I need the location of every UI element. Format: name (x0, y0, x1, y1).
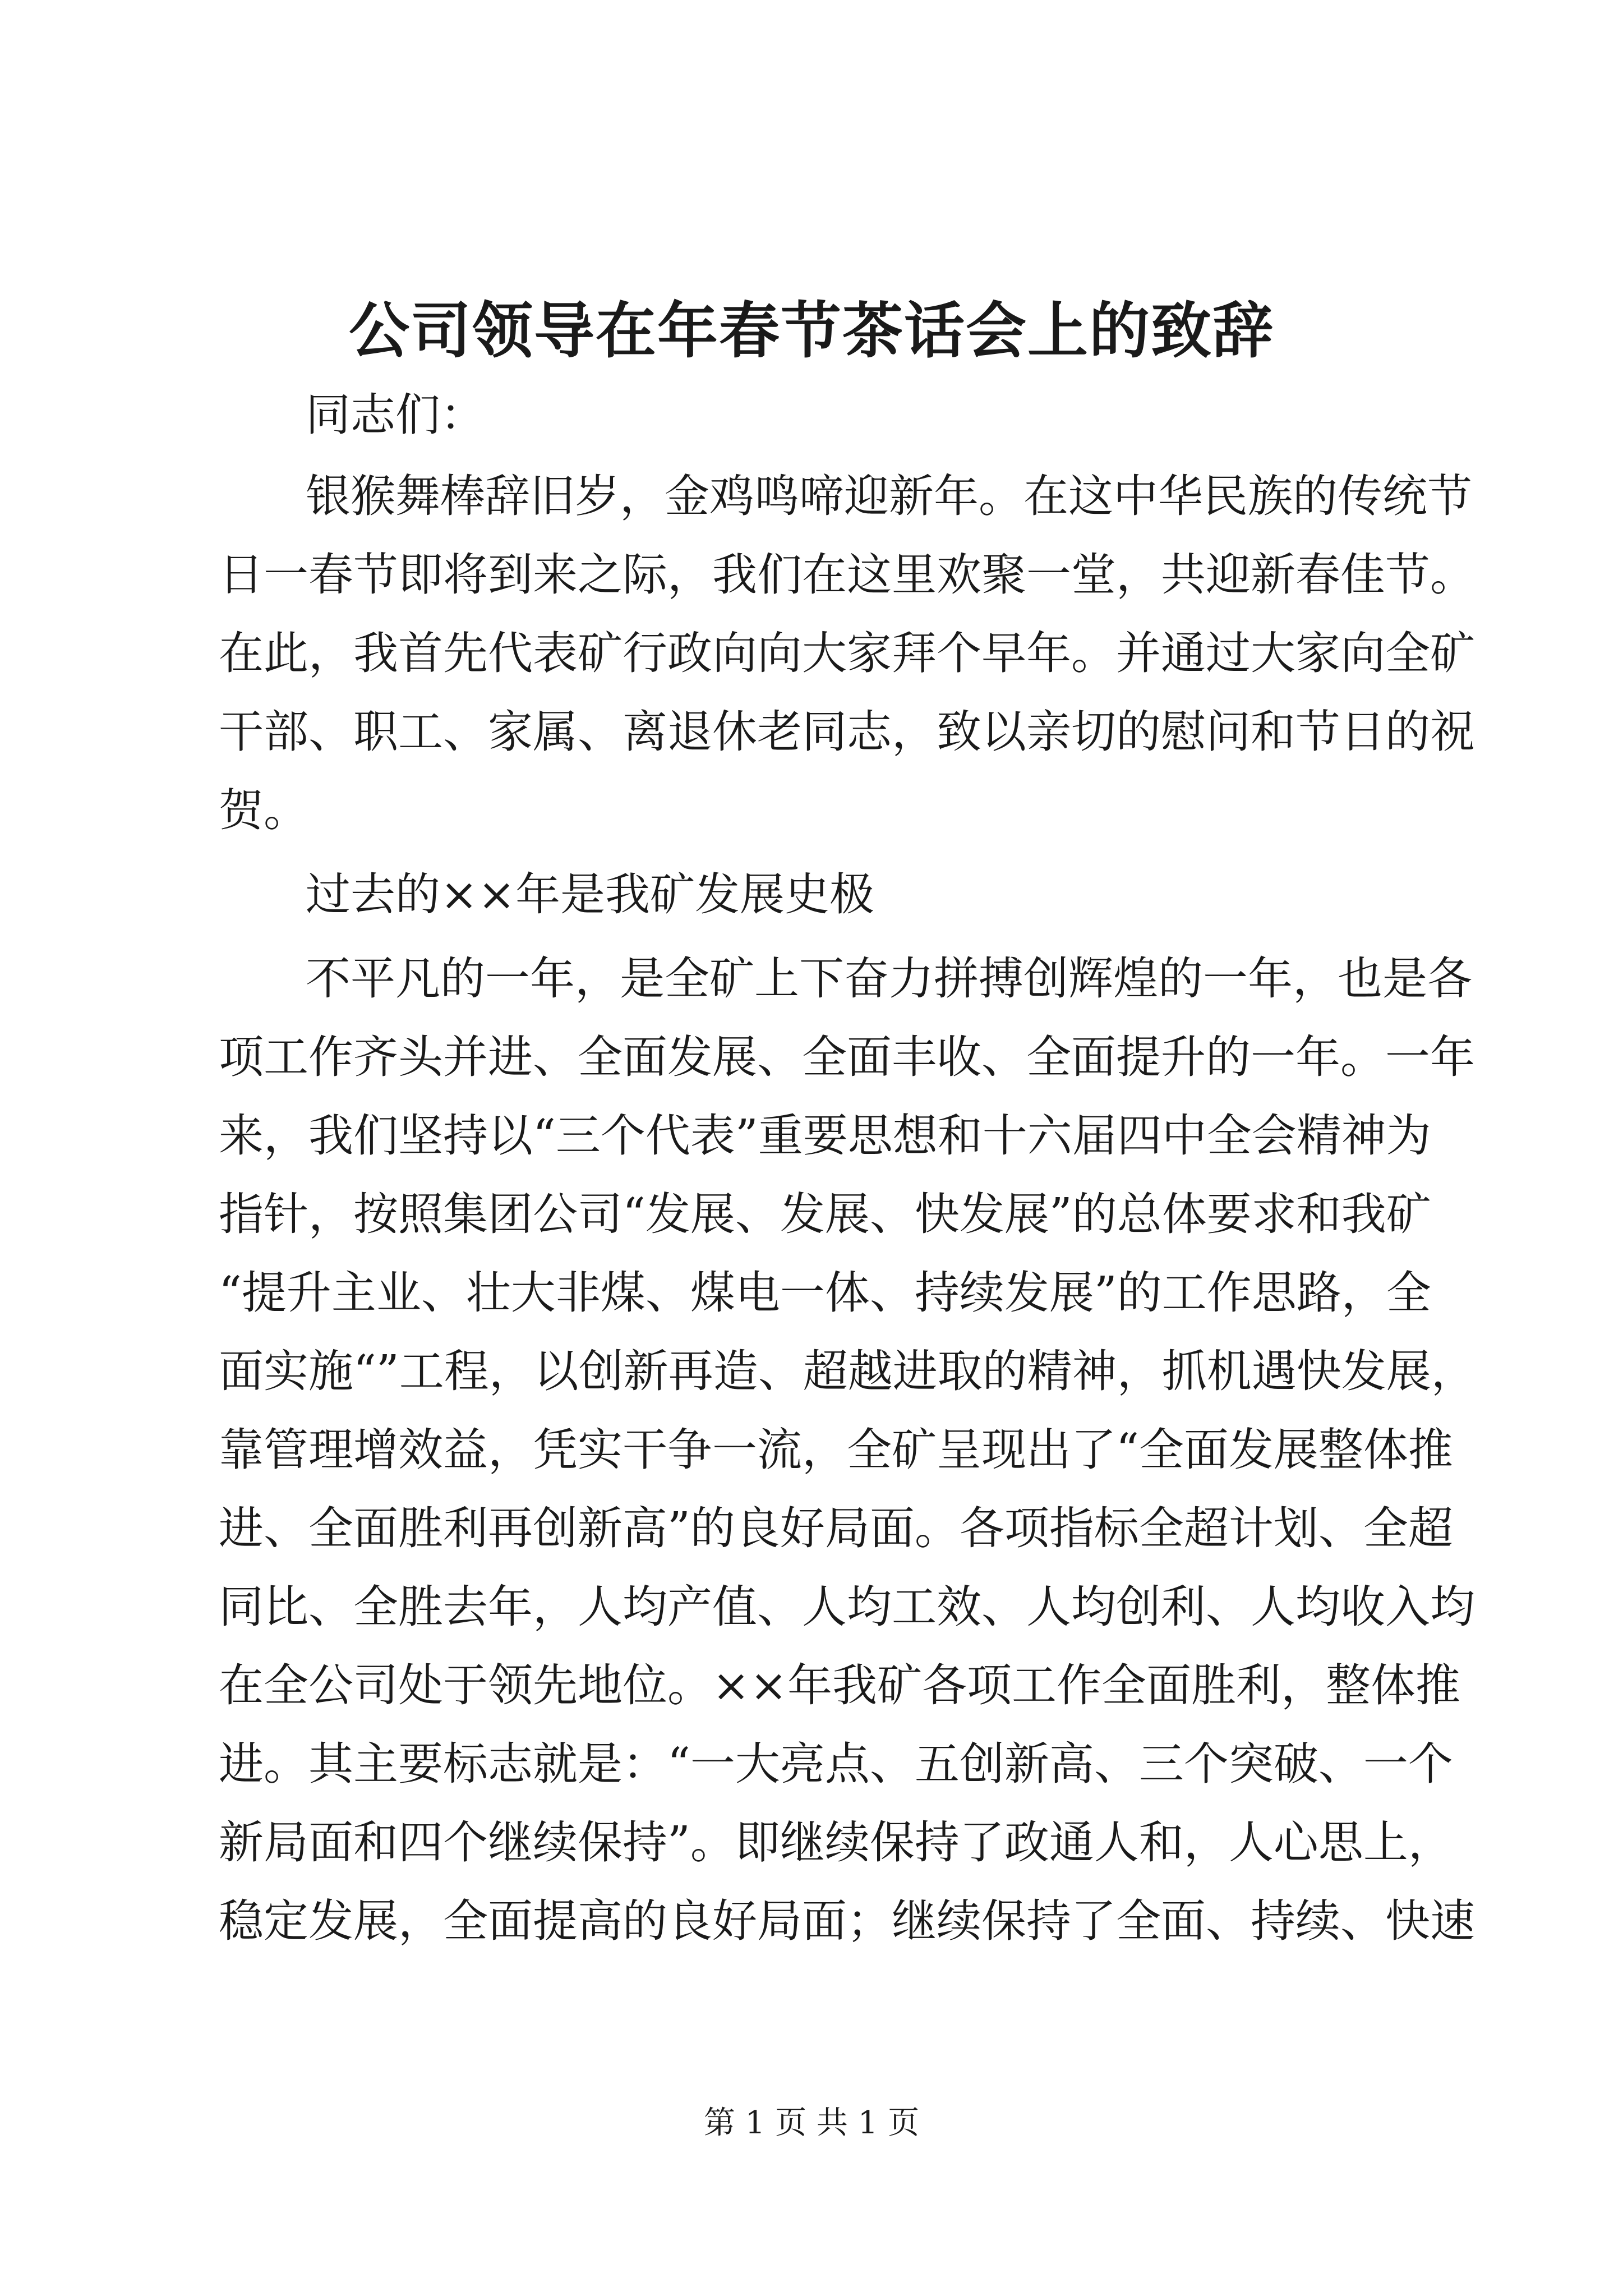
body-line: 靠管理增效益，凭实干争一流，全矿呈现出了“全面发展整体推 (219, 1424, 1453, 1476)
body-line: 贺。 (219, 784, 308, 836)
body-line: 指针，按照集团公司“发展、发展、快发展”的总体要求和我矿 (219, 1188, 1431, 1240)
body-line: 不平凡的一年，是全矿上下奋力拼搏创辉煌的一年，也是各 (306, 953, 1472, 1005)
document-title: 公司领导在年春节茶话会上的致辞 (348, 296, 1274, 366)
body-line: 银猴舞棒辞旧岁，金鸡鸣啼迎新年。在这中华民族的传统节 (306, 470, 1472, 522)
body-line: 稳定发展，全面提高的良好局面；继续保持了全面、持续、快速 (219, 1895, 1475, 1947)
body-line: 面实施“”工程，以创新再造、超越进取的精神，抓机遇快发展， (219, 1345, 1476, 1397)
body-line: 来，我们坚持以“三个代表”重要思想和十六届四中全会精神为 (219, 1110, 1431, 1162)
body-line: 同比、全胜去年，人均产值、人均工效、人均创利、人均收入均 (219, 1581, 1475, 1633)
body-line: 在全公司处于领先地位。××年我矿各项工作全面胜利，整体推 (219, 1659, 1461, 1711)
body-line: 在此，我首先代表矿行政向向大家拜个早年。并通过大家向全矿 (219, 627, 1475, 679)
body-line: 新局面和四个继续保持”。即继续保持了政通人和，人心思上， (219, 1816, 1453, 1869)
body-line: 日一春节即将到来之际，我们在这里欢聚一堂，共迎新春佳节。 (219, 549, 1475, 601)
page-footer: 第 1 页 共 1 页 (703, 2105, 920, 2141)
body-line: “提升主业、壮大非煤、煤电一体、持续发展”的工作思路，全 (219, 1267, 1431, 1319)
body-line: 项工作齐头并进、全面发展、全面丰收、全面提升的一年。一年 (219, 1031, 1475, 1083)
body-line: 干部、职工、家属、离退休老同志，致以亲切的慰问和节日的祝 (219, 706, 1475, 758)
body-line: 过去的××年是我矿发展史极 (306, 868, 875, 921)
body-line: 进、全面胜利再创新高”的良好局面。各项指标全超计划、全超 (219, 1502, 1453, 1554)
body-line: 进。其主要标志就是：“一大亮点、五创新高、三个突破、一个 (219, 1738, 1453, 1790)
salutation-line: 同志们： (306, 389, 485, 441)
